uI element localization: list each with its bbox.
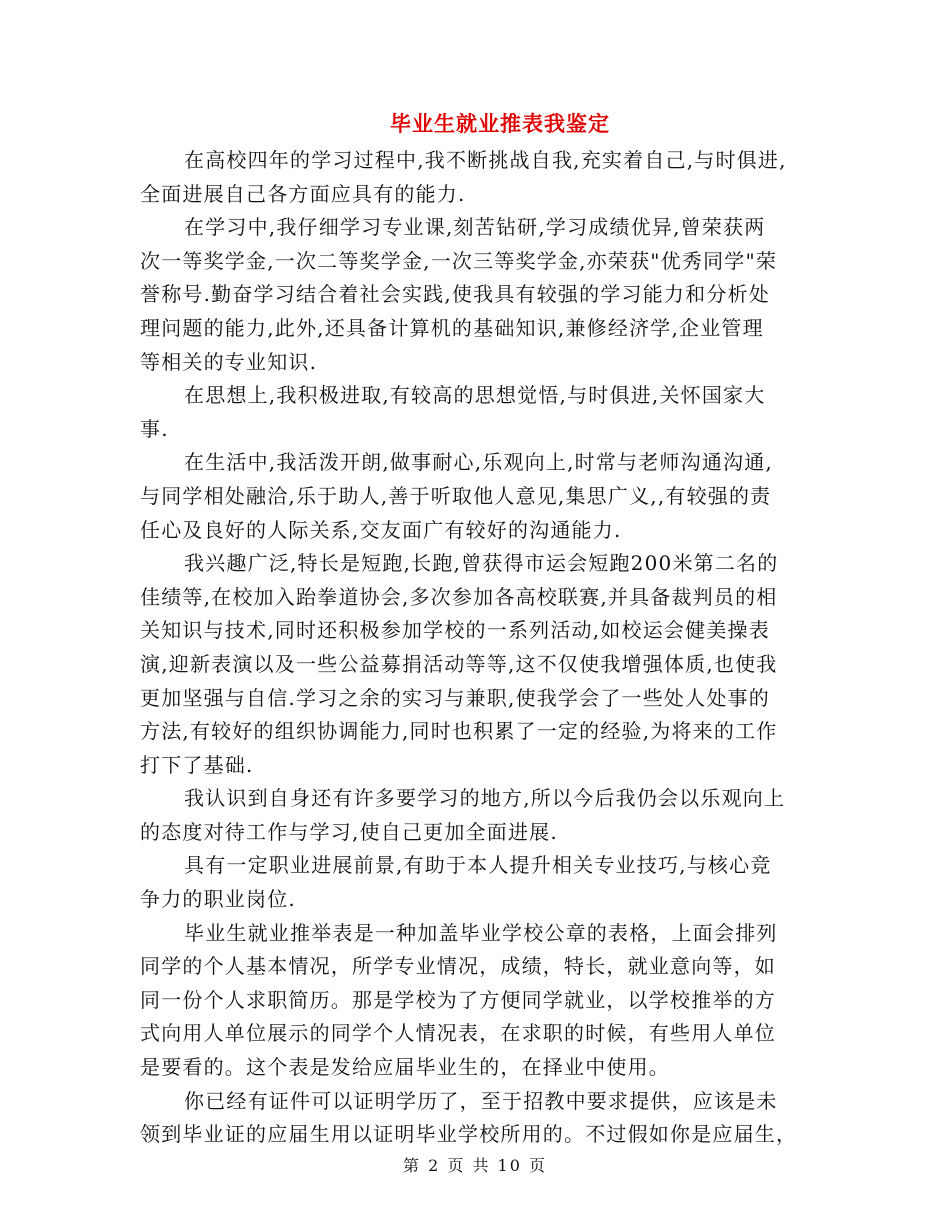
document-title: 毕业生就业推表我鉴定 bbox=[390, 111, 610, 136]
paragraph-line: 演,迎新表演以及一些公益募捐活动等等,这不仅使我增强体质,也使我 bbox=[140, 651, 778, 676]
paragraph-line: 争力的职业岗位. bbox=[140, 887, 296, 912]
paragraph-line: 是要看的。这个表是发给应届毕业生的，在择业中使用。 bbox=[140, 1055, 670, 1080]
body-paragraph bbox=[140, 379, 810, 446]
body-paragraph bbox=[140, 547, 810, 782]
paragraph-line: 方法,有较好的组织协调能力,同时也积累了一定的经验,为将来的工作 bbox=[140, 719, 778, 744]
body-paragraph bbox=[140, 1085, 810, 1152]
body-paragraph bbox=[140, 782, 810, 849]
paragraph-line: 毕业生就业推举表是一种加盖毕业学校公章的表格，上面会排列 bbox=[184, 920, 778, 945]
paragraph-line: 理问题的能力,此外,还具备计算机的基础知识,兼修经济学,企业管理 bbox=[140, 315, 764, 340]
paragraph-line: 领到毕业证的应届生用以证明毕业学校所用的。不过假如你是应届生， bbox=[140, 1122, 798, 1147]
body-paragraph bbox=[140, 446, 810, 547]
paragraph-line: 次一等奖学金,一次二等奖学金,一次三等奖学金,亦荣获"优秀同学"荣 bbox=[140, 248, 778, 273]
paragraph-line: 在学习中,我仔细学习专业课,刻苦钻研,学习成绩优异,曾荣获两 bbox=[184, 215, 766, 240]
body-paragraph bbox=[140, 917, 810, 1085]
paragraph-line: 事. bbox=[140, 416, 169, 441]
paragraph-line: 我认识到自身还有许多要学习的地方,所以今后我仍会以乐观向上 bbox=[184, 786, 786, 811]
paragraph-line: 同一份个人求职简历。那是学校为了方便同学就业，以学校推举的方 bbox=[140, 987, 776, 1012]
paragraph-line: 任心及良好的人际关系,交友面广有较好的沟通能力. bbox=[140, 517, 622, 542]
body-paragraph bbox=[140, 144, 810, 211]
page-footer: 第 2 页 共 10 页 bbox=[403, 1156, 547, 1175]
paragraph-line: 佳绩等,在校加入跆拳道协会,多次参加各高校联赛,并具备裁判员的相 bbox=[140, 584, 778, 609]
body-paragraph bbox=[140, 849, 810, 916]
document-body bbox=[140, 144, 810, 1152]
paragraph-line: 在生活中,我活泼开朗,做事耐心,乐观向上,时常与老师沟通沟通, bbox=[184, 450, 773, 475]
paragraph-line: 打下了基础. bbox=[140, 752, 254, 777]
paragraph-line: 你已经有证件可以证明学历了，至于招教中要求提供，应该是未 bbox=[184, 1088, 778, 1113]
paragraph-line: 在高校四年的学习过程中,我不断挑战自我,充实着自己,与时俱进, bbox=[184, 148, 787, 172]
paragraph-line: 的态度对待工作与学习,使自己更加全面进展. bbox=[140, 819, 558, 844]
paragraph-line: 全面进展自己各方面应具有的能力. bbox=[140, 181, 466, 206]
paragraph-line: 更加坚强与自信.学习之余的实习与兼职,使我学会了一些处人处事的 bbox=[140, 685, 770, 710]
paragraph-line: 在思想上,我积极进取,有较高的思想觉悟,与时俱进,关怀国家大 bbox=[184, 383, 766, 408]
paragraph-line: 誉称号.勤奋学习结合着社会实践,使我具有较强的学习能力和分析处 bbox=[140, 282, 770, 307]
body-paragraph bbox=[140, 211, 810, 379]
paragraph-line: 关知识与技术,同时还积极参加学校的一系列活动,如校运会健美操表 bbox=[140, 618, 770, 643]
paragraph-line: 具有一定职业进展前景,有助于本人提升相关专业技巧,与核心竞 bbox=[184, 853, 772, 878]
paragraph-line: 与同学相处融洽,乐于助人,善于听取他人意见,集思广义,,有较强的责 bbox=[140, 483, 772, 508]
paragraph-line: 等相关的专业知识. bbox=[140, 349, 318, 374]
paragraph-line: 式向用人单位展示的同学个人情况表，在求职的时候，有些用人单位 bbox=[140, 1021, 776, 1046]
paragraph-line: 同学的个人基本情况，所学专业情况，成绩，特长，就业意向等，如 bbox=[140, 954, 776, 979]
paragraph-line: 我兴趣广泛,特长是短跑,长跑,曾获得市运会短跑200米第二名的 bbox=[184, 551, 779, 576]
